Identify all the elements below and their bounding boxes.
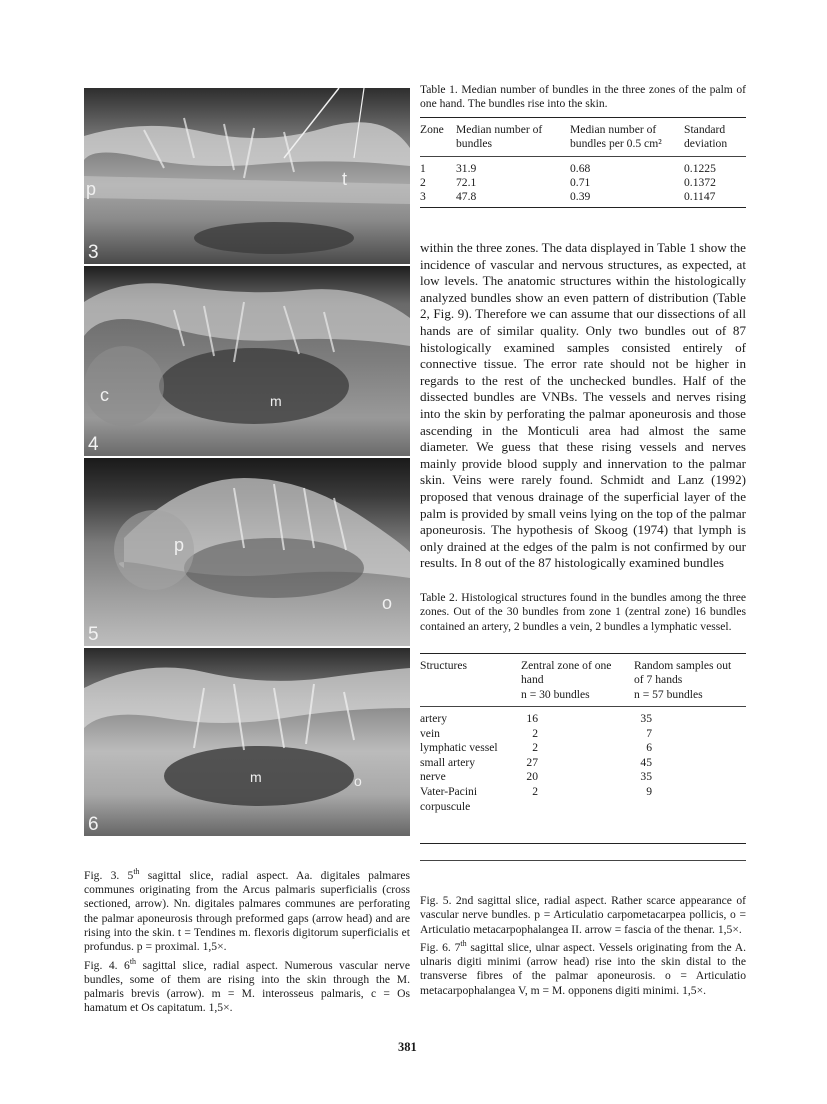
- figure-3-label-t: t: [342, 169, 348, 189]
- table2-caption: Table 2. Histological structures found in the bundles among the three zones. Out of the 30 bundles from zone 1 (zentral zone) 16 bundles contained an artery, 2 bundles a vein, 2 bundles a lymphatic vessel.: [420, 591, 746, 633]
- table2-row-zentral: 27: [526, 755, 538, 769]
- table1-row3-median: 47.8: [456, 190, 477, 203]
- table2-header-rule: [420, 706, 746, 707]
- table2-row-zentral: 20: [526, 770, 538, 784]
- table2-row-random: 7: [646, 726, 652, 740]
- table1-header-per-2: bundles per 0.5 cm²: [570, 137, 662, 150]
- table2-header-zentral-3: n = 30 bundles: [521, 688, 590, 701]
- figure-4-label-m: m: [270, 393, 282, 409]
- table1-row2-per: 0.71: [570, 176, 591, 189]
- captions-left: [84, 865, 410, 1016]
- figure-4-photo: [84, 266, 410, 456]
- table1-row2-zone: 2: [420, 176, 426, 189]
- table2-row-name: Vater-Pacini: [420, 785, 478, 798]
- table2-header-random-3: n = 57 bundles: [634, 688, 703, 701]
- figure-6-photo: [84, 648, 410, 836]
- body-text: within the three zones. The data displayed in Table 1 show the incidence of vascular and nervous structures, as expected, at low levels. The anatomic structures within the histologically analyzed bundles show an even pattern of distribution (Table 2, Fig. 9). Therefore we can assume that our dissections of all hands are of similar quality. Only two bundles out of 87 histologically examined samples consisted entirely of connective tissue. The error rate should not be higher in regards to the rest of the unchecked bundles. Half of the dissected bundles are VNBs. The vessels and nerves rising into the skin by perforating the palmar aponeurosis and those ascending in the Monticuli area had almost the same diameter. We guess that these rising vessels and nerves mainly provide blood supply and innervation to the palmar skin. Veins were rarely found. Schmidt and Lanz (1992) proposed that venous drainage of the superficial layer of the palm is provided by small veins lying on the top of the palmar aponeurosis. The hypothesis of Skoog (1974) that lymph is only drained at the edges of the palm is not confirmed by our results. In 8 out of the 87 histologically examined bundles: [420, 240, 746, 571]
- figure-5-label-o: o: [382, 593, 393, 613]
- fig6-caption: Fig. 6. 7th sagittal slice, ulnar aspect. Vessels originating from the A. ulnaris digiti minimi (arrow head) rise into the skin distal to the transverse fibres of the palmar aponeurosis. o = Articulatio metacarpophalangea V, m = M. opponens digiti minimi. 1,5×.: [420, 938, 747, 997]
- table1-row3-sd: 0.1147: [684, 190, 716, 203]
- table2-row-random: 45: [640, 755, 652, 769]
- table1-row1-per: 0.68: [570, 162, 591, 175]
- figure-6-number: 6: [88, 814, 99, 835]
- table1-row1-sd: 0.1225: [684, 162, 716, 175]
- table2-row-zentral: 2: [532, 785, 538, 798]
- table2-row-zentral: 16: [526, 712, 538, 725]
- figure-6-label-m: m: [250, 769, 262, 785]
- table1-caption: Table 1. Median number of bundles in the three zones of the palm of one hand. The bundles rise into the skin.: [420, 83, 746, 111]
- page-number: 381: [398, 1040, 417, 1054]
- table1-header-zone: Zone: [420, 123, 444, 136]
- table2-row-name: corpuscule: [420, 799, 471, 813]
- figure-6-label-o: o: [354, 773, 362, 789]
- table2-row-name: small artery: [420, 755, 476, 769]
- table1-row1-zone: 1: [420, 162, 426, 175]
- table2-row-random: 35: [640, 712, 652, 725]
- table2-header-random-2: of 7 hands: [634, 673, 683, 686]
- table2-row-zentral: 2: [532, 741, 538, 755]
- table2-top-rule: [420, 653, 746, 654]
- caption-separator: [420, 860, 746, 861]
- table2-bottom-rule: [420, 843, 746, 844]
- table2-header-random-1: Random samples out: [634, 659, 732, 672]
- figure-4-number: 4: [88, 434, 99, 455]
- table2-header-zentral-1: Zentral zone of one: [521, 659, 612, 672]
- table2-row-name: lymphatic vessel: [420, 741, 498, 755]
- table2-row-random: 9: [646, 785, 652, 798]
- table1-row1-median: 31.9: [456, 162, 477, 175]
- table2-row-name: vein: [420, 726, 440, 740]
- table1-row3-zone: 3: [420, 190, 426, 203]
- fig3-caption: Fig. 3. 5th sagittal slice, radial aspect. Aa. digitales palmares communes originating from the Arcus palmaris superficialis (cross sectioned, arrow). Nn. digitales palmares communes are perforating the palmar aponeurosis through preformed gaps (arrow head) and are rising into the skin. t = Tendines m. flexoris digitorum superficialis et profundus. p = proximal. 1,5×.: [84, 867, 410, 954]
- table2-header-structures: Structures: [420, 659, 468, 672]
- fig3-caption-text: sagittal slice, radial aspect. Aa. digitales palmares communes originating from the Arcus palmaris superficialis (cross sectioned, arrow). Nn. digitales palmares communes are perforating the palmar aponeurosis through preformed gaps (arrow head) and are rising into the skin. t = Tendines m. flexoris digitorum superficialis et profundus. p = proximal. 1,5×.: [84, 868, 410, 954]
- table2-row-zentral: 2: [532, 726, 538, 740]
- table2-row-name: artery: [420, 712, 448, 725]
- fig4-caption-text: sagittal slice, radial aspect. Numerous vascular nerve bundles, some of them are rising into the skin through the M. palmaris brevis (arrow). m = M. interosseus palmaris, c = Os hamatum et Os capitatum. 1,5×.: [84, 958, 410, 1015]
- table2-row-random: 35: [640, 770, 652, 784]
- fig6-caption-text: sagittal slice, ulnar aspect. Vessels originating from the A. ulnaris digiti minimi (arrow head) rise into the skin distal to the transverse fibres of the palmar aponeurosis. o = Articulatio metacarpophalangea V, m = M. opponens digiti minimi. 1,5×.: [420, 940, 747, 997]
- figure-5-label-p: p: [174, 535, 185, 555]
- table1-header-median-2: bundles: [456, 137, 493, 150]
- fig4-caption: Fig. 4. 6th sagittal slice, radial aspect. Numerous vascular nerve bundles, some of them are rising into the skin through the M. palmaris brevis (arrow). m = M. interosseus palmaris, c = Os hamatum et Os capitatum. 1,5×.: [84, 956, 410, 1015]
- fig5-caption: Fig. 5. 2nd sagittal slice, radial aspect. Rather scarce appearance of vascular nerve bundles. p = Articulatio carpometacarpea pollicis, o = Articulatio metacarpophalangea II. arrow = fascia of the thenar. 1,5×.: [420, 894, 746, 936]
- table1-header-per-1: Median number of: [570, 123, 657, 136]
- table1-header-rule: [420, 156, 746, 157]
- table2-row-name: nerve: [420, 770, 446, 784]
- table2-row-random: 6: [646, 741, 652, 755]
- figure-3-number: 3: [88, 242, 99, 263]
- table1-header-median-1: Median number of: [456, 123, 543, 136]
- table1-bottom-rule: [420, 207, 746, 208]
- figure-3-label-p: p: [86, 179, 97, 199]
- table2-header-zentral-2: hand: [521, 673, 544, 686]
- table1-top-rule: [420, 117, 746, 118]
- captions-right: [420, 894, 746, 998]
- figure-4-label-c: c: [100, 385, 109, 405]
- figure-5-photo: [84, 458, 410, 646]
- table1-row2-sd: 0.1372: [684, 176, 716, 189]
- table1-row2-median: 72.1: [456, 176, 477, 189]
- figure-3-photo: [84, 88, 410, 264]
- table1-row3-per: 0.39: [570, 190, 591, 203]
- table1-header-sd-2: deviation: [684, 137, 728, 150]
- figure-5-number: 5: [88, 624, 99, 645]
- table1-header-sd-1: Standard: [684, 123, 726, 136]
